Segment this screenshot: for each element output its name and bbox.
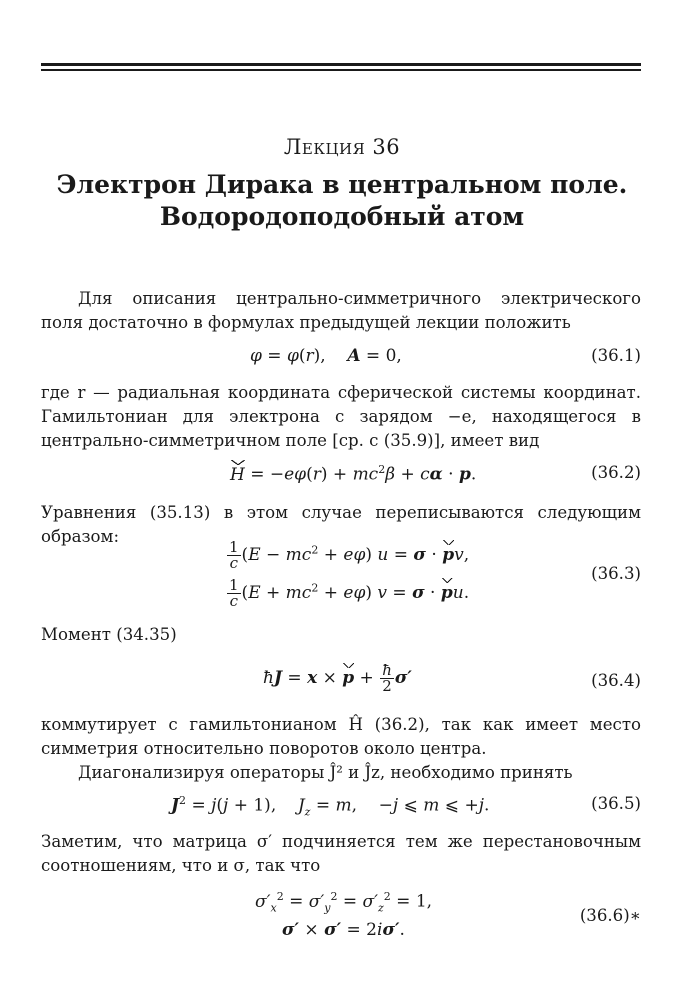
equation-number: (36.4) xyxy=(591,671,641,690)
equation-number: (36.1) xyxy=(591,346,641,365)
equation-36-1: φ = φ(r), A = 0, (36.1) xyxy=(250,346,641,366)
paragraph-6: Диагонализируя операторы Ĵ² и Ĵz, необходимо принять xyxy=(78,763,573,782)
title-line-2: Водородоподобный атом xyxy=(159,202,525,231)
paragraph-3: Уравнения (35.13) в этом случае переписываются следующим образом: xyxy=(41,503,641,546)
paragraph-5: коммутирует с гамильтонианом Ĥ (36.2), так как имеет место симметрия относительно поворотов около центра. xyxy=(41,715,641,758)
equation-36-5: $J^2 = j(j + 1)$, $J_z = m$, −j ⩽ m ⩽ +j. (36.5) xyxy=(171,794,641,819)
equation-36-4: ħJ = x × p + $\frac{ħ}{2}$ σ′ (36.4) xyxy=(263,661,641,695)
paragraph-1: Для описания центрально-симметричного электрического поля достаточно в формулах предыдущей лекции положить xyxy=(41,289,641,332)
header-rule-thin xyxy=(41,69,641,71)
equation-36-2: $H = -e\varphi(r) + mc^2\beta + c\alpha \cdot p$. (36.2) xyxy=(230,463,641,485)
paragraph-4: Момент (34.35) xyxy=(41,625,177,644)
paragraph-7: Заметим, что матрица σ′ подчиняется тем же перестановочным соотношениям, что и σ, так что xyxy=(41,832,641,875)
header-rule-thick xyxy=(41,63,641,66)
lecture-label: Лекция 36 xyxy=(283,135,401,159)
equation-36-3: $\frac{1}{c}$ $(E - mc^2 + e\varphi)$ u = σ · pv, $\frac{1}{c}$ $(E + mc^2 + e\varphi)$ v = σ · pu. (36.3) xyxy=(229,538,641,610)
equation-number: (36.2) xyxy=(591,463,641,482)
equation-number: (36.3) xyxy=(591,564,641,583)
equation-number: (36.6)∗ xyxy=(579,906,641,925)
title-line-1: Электрон Дирака в центральном поле. xyxy=(56,170,628,199)
equation-36-6: $\sigma'_x^2 = \sigma'_y^2 = \sigma'_z^2 = 1$, σ′ × σ′ = 2iσ′. (36.6)∗ xyxy=(255,890,641,940)
paragraph-2: где r — радиальная координата сферической системы координат. Гамильтониан для электрона с зарядом −e, находящегося в центрально-симметричном поле [ср. с (35.9)], имеет вид xyxy=(41,383,641,450)
equation-number: (36.5) xyxy=(591,794,641,813)
